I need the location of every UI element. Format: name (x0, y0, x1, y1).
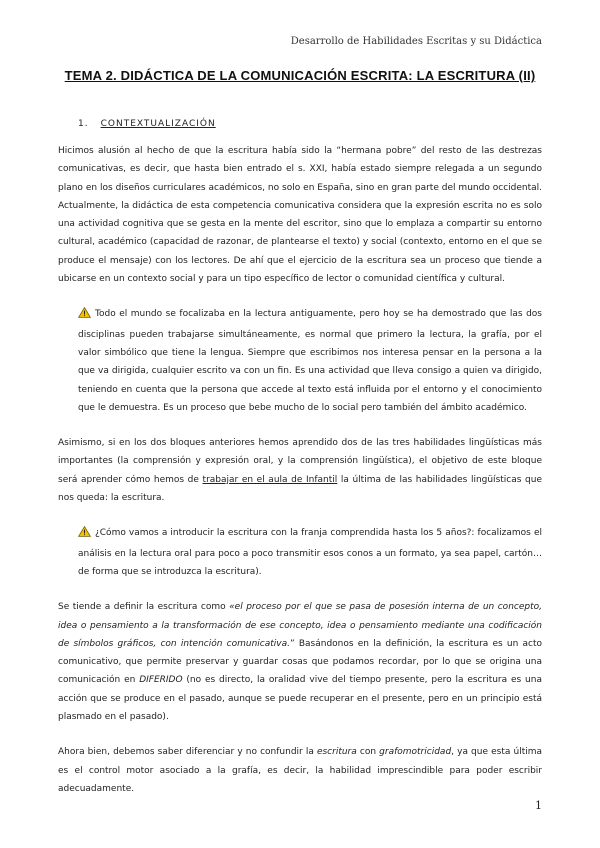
page-number: 1 (535, 799, 542, 812)
running-header: Desarrollo de Habilidades Escritas y su Didáctica (290, 36, 542, 47)
paragraph-objective (58, 434, 542, 507)
definition-after: (no es directo, la oralidad vive del tiempo presente, pero la escritura es una acción que se produce en el pasado, aunque se puede recuperar en el presente, pero en un principio está plasmado en el pasado). (58, 675, 542, 723)
warning-icon (78, 526, 91, 544)
distinction-before: Ahora bien, debemos saber diferenciar y no confundir la (58, 747, 317, 758)
note-question-text: ¿Cómo vamos a introducir la escritura con la franja comprendida hasta los 5 años?: focalizamos el análisis en la lectura oral para poco a poco transmitir esos conos a un formato, ya sea papel, cartón… de forma que se introduzca la escritura). (78, 528, 542, 577)
paragraph-intro: Hicimos alusión al hecho de que la escritura había sido la “hermana pobre” del resto de las destrezas comunicativas, es decir, que hasta bien entrado el s. XXI, había estado siempre relegada a un segundo plano en los diseños curriculares académicos, no solo en España, sino en gran parte del mundo occidental. Actualmente, la didáctica de esta competencia comunicativa considera que la expresión escrita no es solo una actividad cognitiva que se gesta en la mente del escritor, sino que lo emplaza a compartir su entorno cultural, académico (capacidad de razonar, de plantearse el texto) y social (contexto, entorno en el que se produce el mensaje) con los lectores. De ahí que el ejercicio de la escritura sea un proceso que tiende a ubicarse en un contexto social y para un tipo específico de lector o comunidad científica y cultural. (58, 146, 542, 285)
term-grafomotricidad: grafomotricidad (379, 747, 452, 758)
page-title: TEMA 2. DIDÁCTICA DE LA COMUNICACIÓN ESCRITA: LA ESCRITURA (II) (64, 68, 536, 83)
paragraph-objective-after: la última de las habilidades lingüísticas que nos queda: la escritura. (58, 474, 542, 504)
section-number: 1. (78, 119, 89, 129)
note-reading (78, 305, 542, 417)
warning-icon (78, 307, 91, 325)
paragraph-distinction (58, 743, 542, 798)
definition-before: Se tiende a definir la escritura como (58, 602, 230, 613)
document-body (58, 142, 542, 815)
definition-quote: «el proceso por el que se pasa de posesión interna de un concepto, idea o pensamiento a la transformación de ese concepto, idea o pensamiento mediante una codificación de símbolos gráficos, con intención comunicativa. (58, 602, 542, 649)
note-question (78, 524, 542, 581)
distinction-mid: con (356, 747, 380, 758)
definition-emphasis: DIFERIDO (139, 675, 183, 686)
underlined-phrase: trabajar en el aula de Infantil (202, 474, 338, 485)
paragraph-objective-before: Asimismo, si en los dos bloques anteriores hemos aprendido dos de las tres habilidades lingüísticas más importantes (la comprensión y expresión oral, y la comprensión lingüística), el objetivo de este bloque será aprender cómo hemos de (58, 438, 542, 485)
definition-mid: ” Basándonos en la definición, la escritura es un acto comunicativo, que permite preservar y guardar cosas que podamos recordar, por lo que se origina una comunicación en (58, 638, 543, 686)
section-heading (78, 119, 216, 129)
distinction-after: , ya que esta última es el control motor asociado a la grafía, es decir, la habilidad imprescindible para poder escribir adecuadamente. (58, 747, 543, 794)
paragraph-definition (58, 598, 542, 726)
term-escritura: escritura (316, 747, 357, 758)
section-label: CONTEXTUALIZACIÓN (100, 119, 216, 129)
note-reading-text: Todo el mundo se focalizaba en la lectura antiguamente, pero hoy se ha demostrado que las dos disciplinas pueden trabajarse simultáneamente, es normal que primero la lectura, la grafía, por el valor simbólico que tiene la lengua. Siempre que escribimos nos interesa pensar en la persona a la que va dirigida, cualquier escrito va con un fin. Es una actividad que lleva consigo a quien va dirigido, teniendo en cuenta que la persona que accede al texto está influida por el entorno y el conocimiento que le demuestra. Es un proceso que bebe mucho de lo social pero también del ámbito académico. (78, 309, 542, 413)
